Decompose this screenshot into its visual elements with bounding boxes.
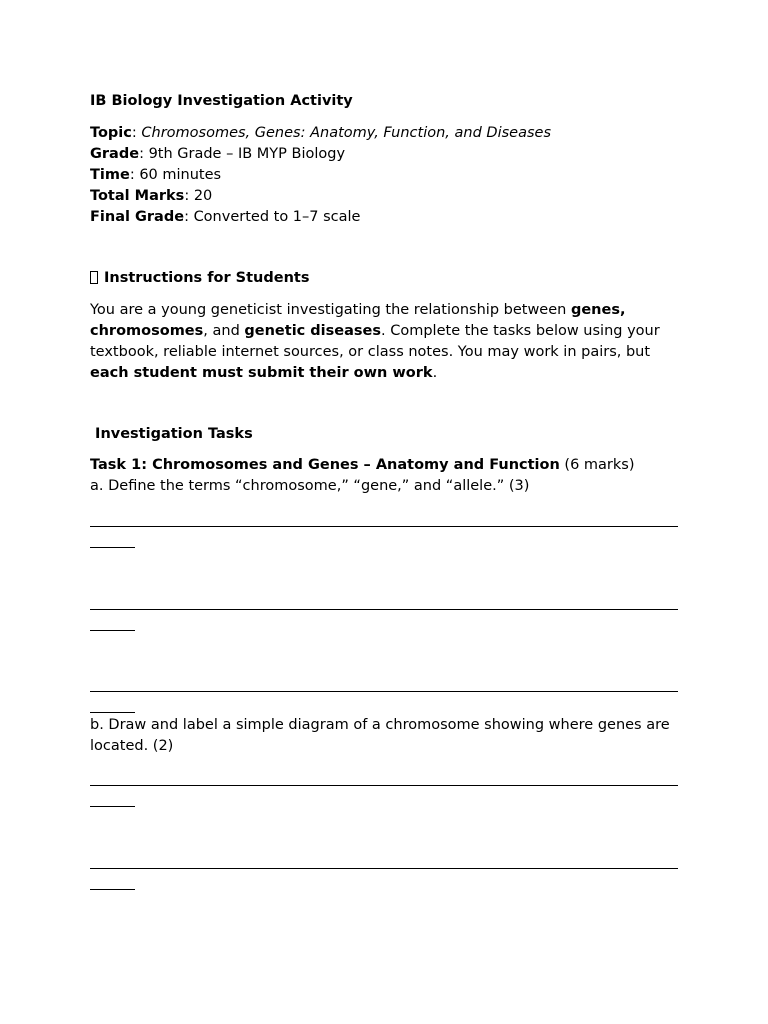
- missing-glyph-icon: [90, 271, 98, 284]
- meta-final-grade: Final Grade: Converted to 1–7 scale: [90, 209, 361, 225]
- answer-line[interactable]: [90, 860, 678, 890]
- instructions-heading: Instructions for Students: [90, 268, 680, 289]
- meta-topic: Topic: Chromosomes, Genes: Anatomy, Function, and Diseases: [90, 125, 551, 141]
- page-title: IB Biology Investigation Activity: [90, 93, 353, 109]
- task1-title: Task 1: Chromosomes and Genes – Anatomy and Function (6 marks): [90, 457, 635, 473]
- instructions-paragraph: You are a young geneticist investigating the relationship between genes, chromosomes, and genetic diseases. Complete the tasks below using your textbook, reliable internet sources, or class notes. You may work in pairs, but each student must submit their own work.: [90, 302, 660, 381]
- answer-line[interactable]: [90, 777, 678, 807]
- answer-line[interactable]: [90, 601, 678, 631]
- task1-question-a: a. Define the terms “chromosome,” “gene,” and “allele.” (3): [90, 478, 530, 494]
- meta-total-marks: Total Marks: 20: [90, 188, 213, 204]
- answer-line[interactable]: [90, 518, 678, 548]
- answer-line[interactable]: [90, 683, 678, 713]
- meta-time: Time: 60 minutes: [90, 167, 222, 183]
- task1-question-b: b. Draw and label a simple diagram of a chromosome showing where genes are located. (2): [90, 717, 670, 754]
- meta-grade: Grade: 9th Grade – IB MYP Biology: [90, 146, 346, 162]
- tasks-heading: Investigation Tasks: [90, 426, 253, 442]
